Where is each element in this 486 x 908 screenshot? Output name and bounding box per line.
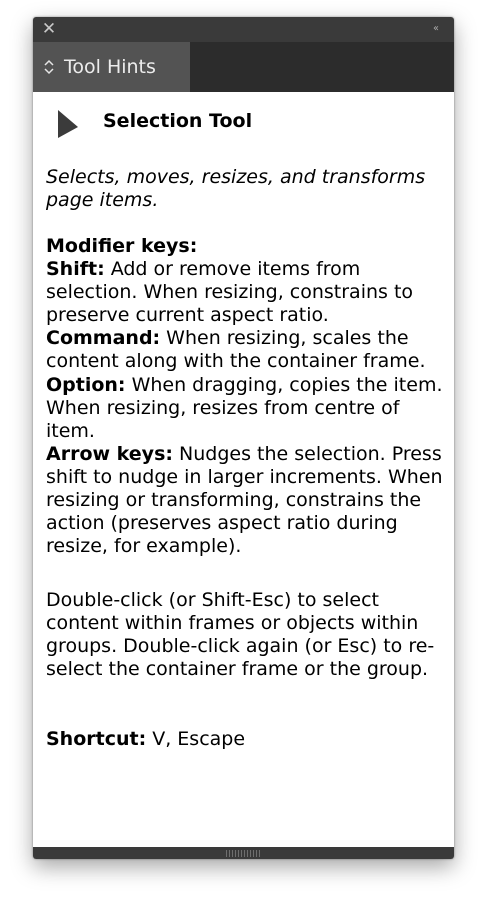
tab-tool-hints[interactable] (33, 42, 190, 92)
modifier-key-name: Option: (46, 373, 126, 396)
modifier-key-description: Add or remove items from selection. When resizing, constrains to preserve current aspect ratio. (46, 258, 414, 327)
collapse-panel-icon[interactable]: ‹‹ (433, 23, 437, 34)
modifier-keys-heading: Modifier keys: (46, 235, 198, 257)
tool-hints-panel (33, 17, 454, 859)
shortcut-value: V, Escape (146, 728, 246, 750)
shortcut-line (46, 728, 446, 751)
tab-label: Tool Hints (64, 56, 156, 78)
panel-bottom-bar (33, 847, 454, 859)
panel-title-bar[interactable] (33, 17, 454, 42)
modifier-key-description: When dragging, copies the item. When resizing, resizes from centre of item. (46, 373, 443, 442)
modifier-key-name: Shift: (46, 258, 105, 281)
modifier-key-name: Arrow keys: (46, 442, 173, 465)
modifier-key-description: Nudges the selection. Press shift to nudge in larger increments. When resizing or transforming, constrains the action (preserves aspect ratio during resize, for example). (46, 442, 443, 558)
modifier-keys-section (46, 235, 446, 558)
shortcut-label: Shortcut: (46, 728, 147, 750)
tool-description: Selects, moves, resizes, and transforms page items. (46, 166, 426, 211)
tool-name: Selection Tool (103, 110, 253, 132)
double-click-hint: Double-click (or Shift-Esc) to select content within frames or objects within groups. Double-click again (or Esc) to re-select the container frame or the group. (46, 589, 435, 681)
close-icon[interactable]: ✕ (41, 19, 57, 39)
resize-grip-icon[interactable] (226, 850, 260, 857)
selection-arrow-icon (55, 108, 81, 140)
panel-tab-strip (33, 42, 454, 92)
modifier-key-name: Command: (46, 327, 161, 350)
modifier-key-description: When resizing, scales the content along with the container frame. (46, 327, 426, 373)
tool-hints-content (33, 92, 454, 847)
updown-arrows-icon (42, 56, 56, 78)
